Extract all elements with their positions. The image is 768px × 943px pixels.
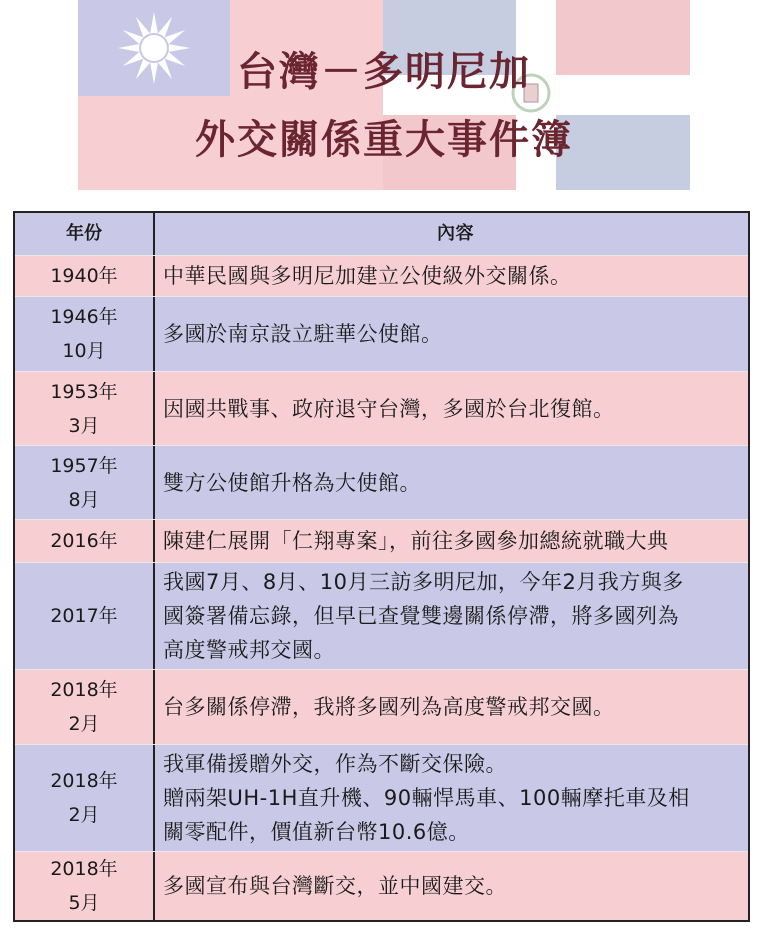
table-row bbox=[15, 670, 748, 745]
header-year: 年份 bbox=[15, 213, 155, 255]
table-row bbox=[15, 297, 748, 372]
events-table bbox=[13, 211, 750, 922]
row-year: 1946年 10月 bbox=[15, 297, 155, 371]
row-content: 因國共戰事、政府退守台灣，多國於台北復館。 bbox=[163, 396, 615, 421]
row-year: 1940年 bbox=[15, 256, 155, 296]
row-content: 陳建仁展開「仁翔專案」，前往多國參加總統就職大典 bbox=[163, 529, 669, 553]
table-row bbox=[15, 256, 748, 297]
row-year: 1957年 8月 bbox=[15, 446, 155, 519]
table-row bbox=[15, 852, 748, 920]
row-year: 2018年 2月 bbox=[15, 670, 155, 744]
row-content: 我國7月、8月、10月三訪多明尼加，今年2月我方與多 國簽署備忘錄，但早已查覺雙邊關係停滯，將多國列為 高度警戒邦交國。 bbox=[163, 570, 684, 662]
row-content: 多國於南京設立駐華公使館。 bbox=[163, 322, 443, 346]
row-year: 2018年 5月 bbox=[15, 852, 155, 920]
row-year: 2017年 bbox=[15, 563, 155, 669]
row-content: 雙方公使館升格為大使館。 bbox=[163, 470, 421, 495]
table-row bbox=[15, 372, 748, 446]
table-row bbox=[15, 520, 748, 563]
page-title-line1: 台灣－多明尼加 bbox=[237, 49, 531, 95]
table-row bbox=[15, 446, 748, 520]
table-row bbox=[15, 745, 748, 852]
row-year: 1953年 3月 bbox=[15, 372, 155, 445]
page-title-line2: 外交關係重大事件簿 bbox=[195, 117, 573, 163]
row-content: 多國宣布與台灣斷交，並中國建交。 bbox=[163, 874, 507, 898]
row-content: 我軍備援贈外交，作為不斷交保險。 贈兩架UH-1H直升機、90輛悍馬車、100輛摩托車及相 關零配件，價值新台幣10.6億。 bbox=[163, 752, 690, 844]
header-content: 內容 bbox=[437, 223, 474, 244]
table-row bbox=[15, 563, 748, 670]
row-content: 中華民國與多明尼加建立公使級外交關係。 bbox=[163, 264, 572, 288]
table-header-row bbox=[15, 213, 748, 256]
row-year: 2018年 2月 bbox=[15, 745, 155, 851]
row-content: 台多關係停滯，我將多國列為高度警戒邦交國。 bbox=[163, 695, 615, 719]
row-year: 2016年 bbox=[15, 520, 155, 562]
